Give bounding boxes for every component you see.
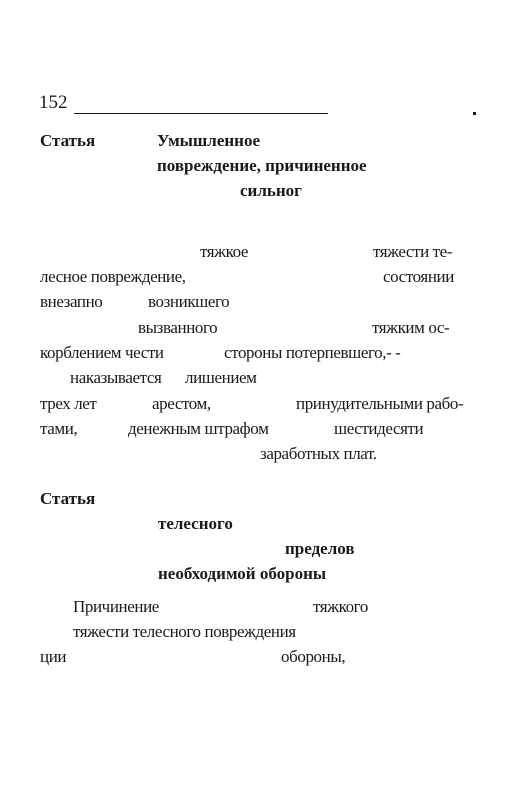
article-1-label: Статья — [40, 131, 96, 150]
article-1-text-fragment: корблением чести — [40, 343, 164, 362]
article-2-text-fragment: тяжкого — [313, 597, 368, 616]
article-1-text-fragment: тяжести те- — [373, 242, 453, 261]
article-1-text-fragment: возникшего — [148, 292, 230, 311]
article-1-text-fragment: арестом, — [152, 394, 211, 413]
article-1-text-fragment: принудительными рабо- — [296, 394, 464, 413]
article-2-text-fragment: обороны, — [281, 647, 346, 666]
page-number: 152 — [39, 92, 68, 113]
article-2-text-fragment: тяжести телесного повреждения — [73, 622, 296, 641]
article-2-text-fragment: ции — [40, 647, 67, 666]
article-1-text-fragment: трех лет — [40, 394, 97, 413]
corner-mark — [473, 112, 476, 115]
article-1-text-fragment: наказывается — [70, 368, 162, 387]
article-1-title-line-2: повреждение, причиненное — [157, 156, 367, 175]
article-1-text-fragment: вызванного — [138, 318, 218, 337]
article-1-text-fragment: денежным штрафом — [128, 419, 269, 438]
article-1-title-line-1: Умышленное — [157, 131, 261, 150]
article-1-title-line-3: сильног — [240, 181, 302, 200]
article-1-text-fragment: лесное повреждение, — [40, 267, 186, 286]
header-rule — [74, 113, 328, 114]
article-2-label: Статья — [40, 489, 96, 508]
article-2-title-line-2: пределов — [285, 539, 355, 558]
article-1-text-fragment: лишением — [185, 368, 257, 387]
article-2-text-fragment: Причинение — [73, 597, 159, 616]
article-1-text-fragment: тяжким ос- — [372, 318, 450, 337]
article-1-text-fragment: внезапно — [40, 292, 103, 311]
article-1-text-fragment: тами, — [40, 419, 78, 438]
article-2-title-line-1: телесного — [158, 514, 233, 533]
article-2-title-line-3: необходимой обороны — [158, 564, 327, 583]
article-1-text-fragment: стороны потерпевшего,- - — [224, 343, 401, 362]
article-1-text-fragment: заработных плат. — [260, 444, 377, 463]
article-1-text-fragment: состоянии — [383, 267, 454, 286]
article-1-text-fragment: шестидесяти — [334, 419, 424, 438]
article-1-text-fragment: тяжкое — [200, 242, 249, 261]
